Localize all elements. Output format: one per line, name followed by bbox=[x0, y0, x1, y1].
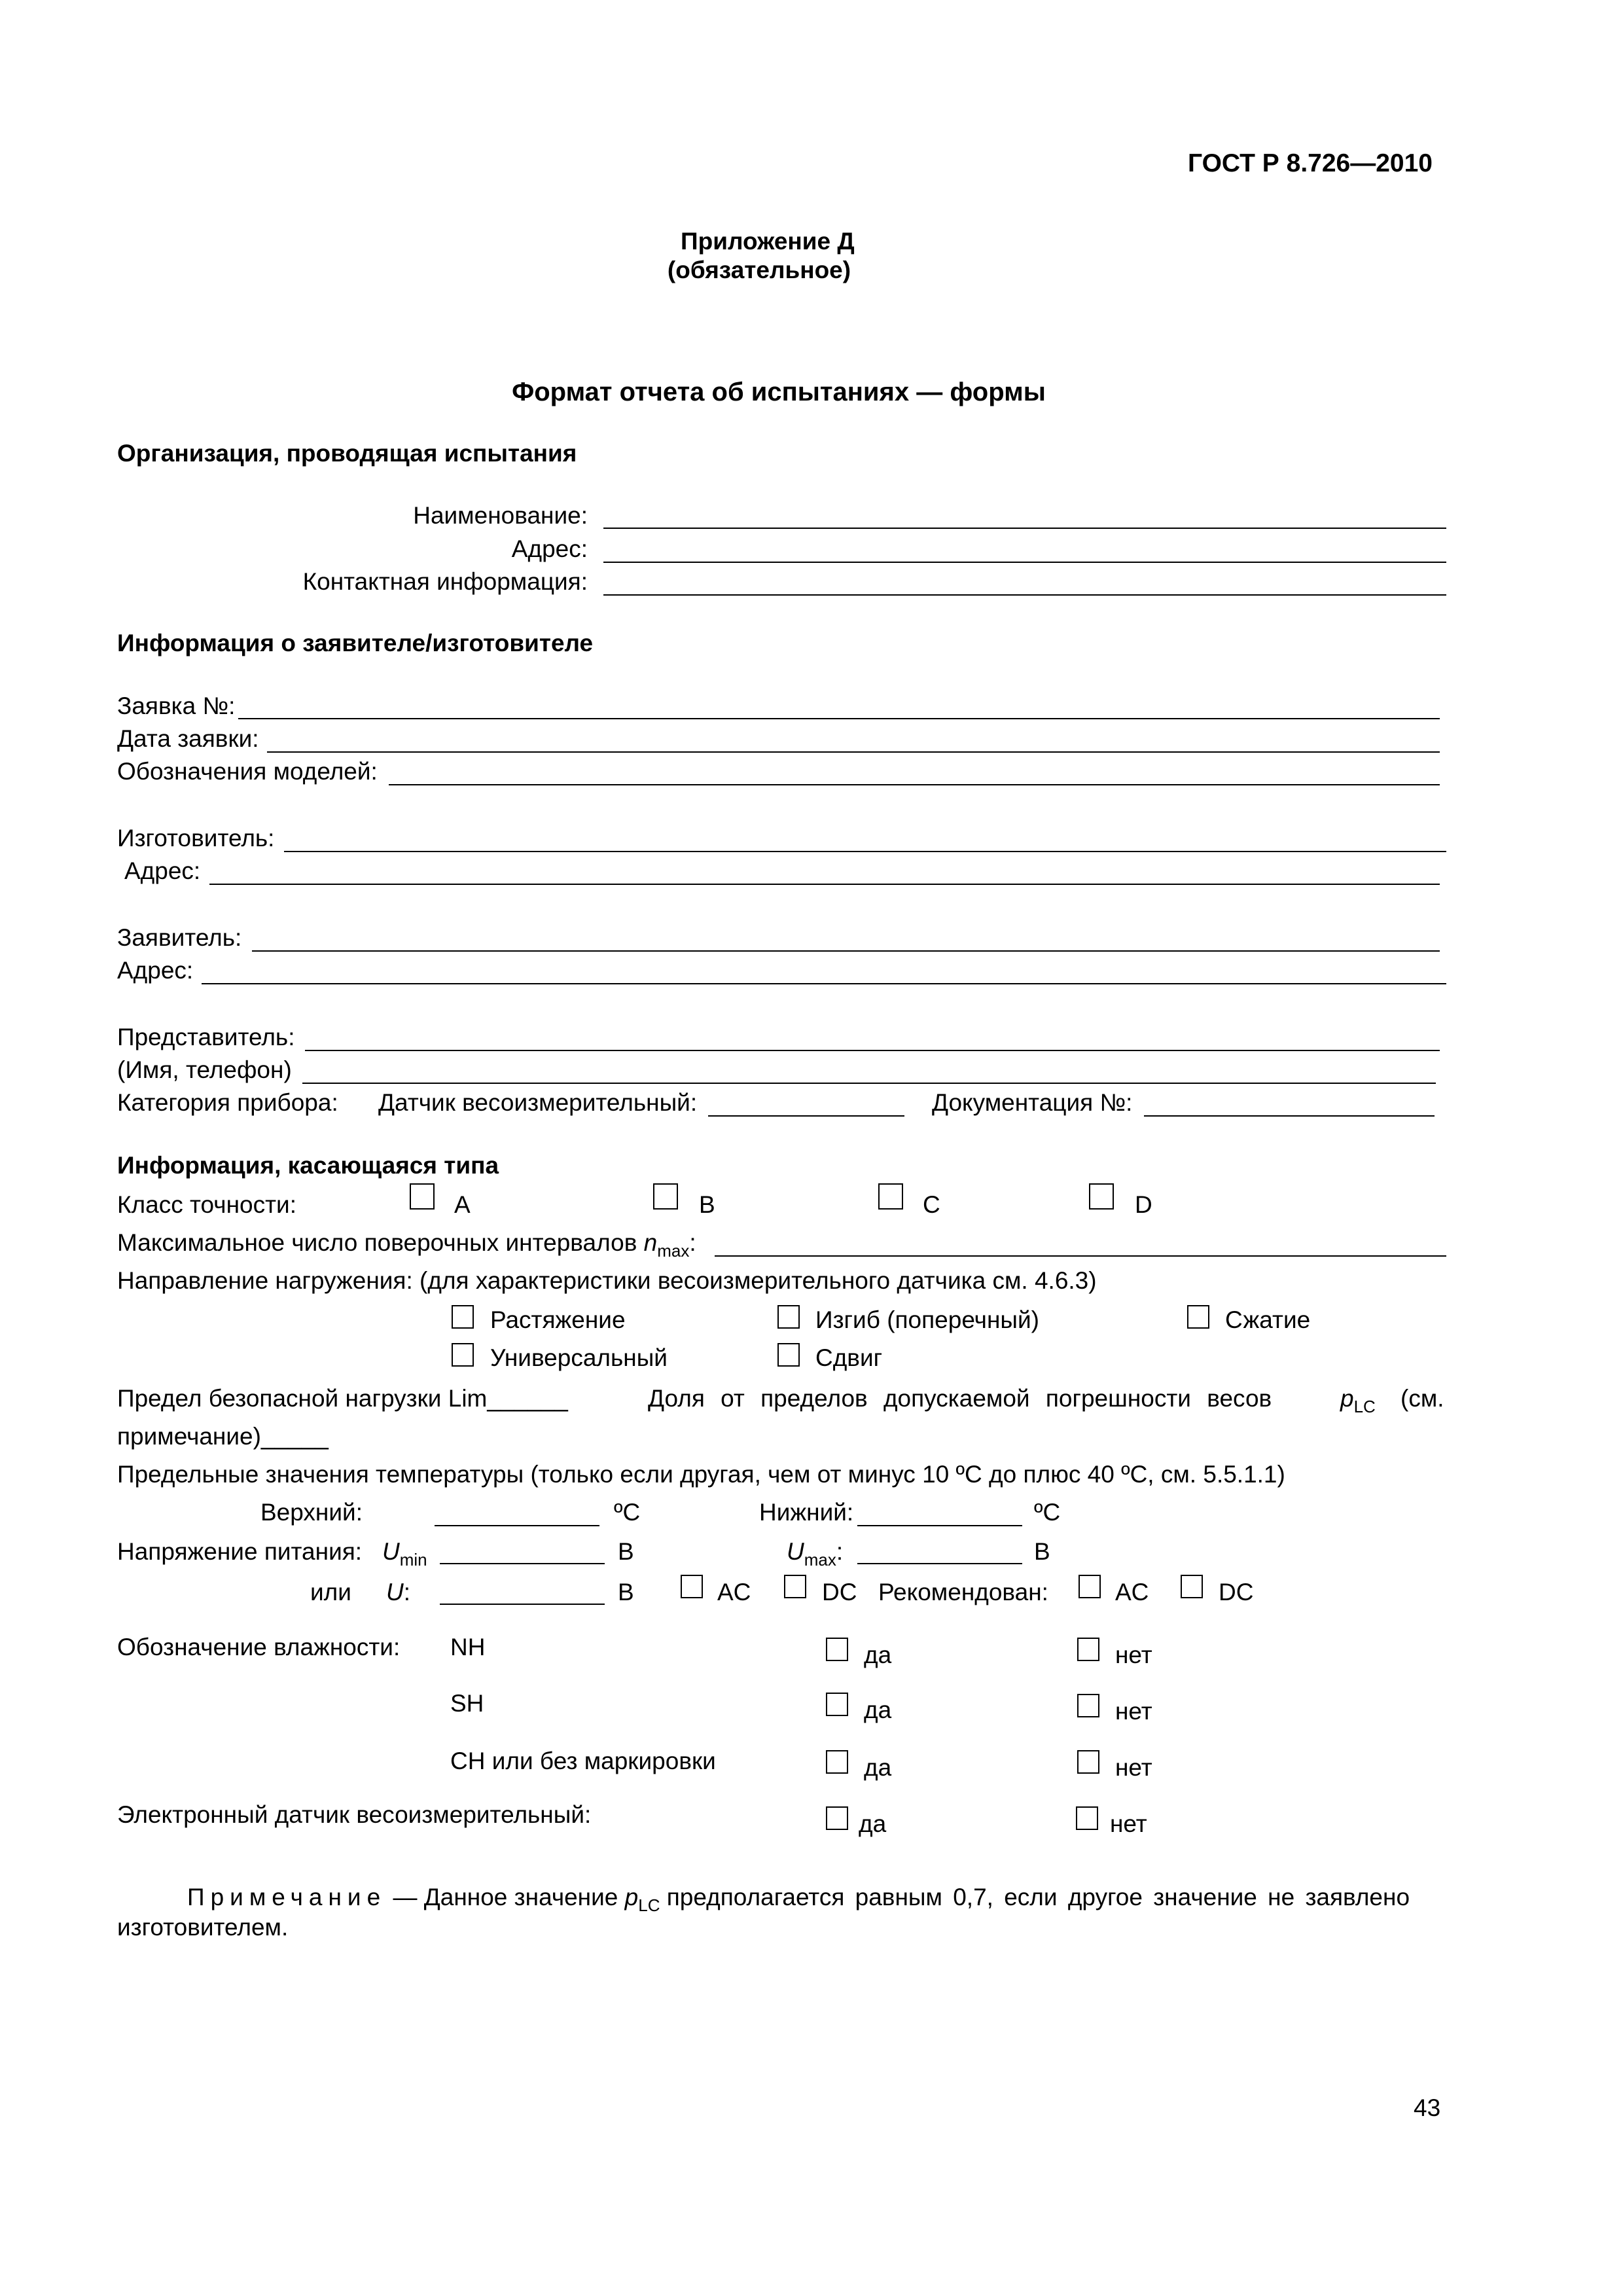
sensor-field[interactable] bbox=[708, 1115, 904, 1117]
lower-temp-field[interactable] bbox=[857, 1525, 1022, 1526]
safe-load-text-a: Предел безопасной нагрузки Lim______ bbox=[117, 1385, 568, 1412]
u-symbol bbox=[386, 1579, 410, 1606]
org-address-label: Адрес: bbox=[511, 535, 588, 562]
org-contact-field[interactable] bbox=[603, 594, 1446, 596]
humidity-sh: SH bbox=[450, 1690, 484, 1717]
u-max-letter: U bbox=[787, 1538, 804, 1565]
u-min-letter: U bbox=[382, 1538, 400, 1565]
safe-load-plc bbox=[1340, 1385, 1376, 1416]
u-min-symbol bbox=[382, 1538, 427, 1570]
upper-temp-unit: ºС bbox=[614, 1499, 641, 1526]
rec-ac-label: AC bbox=[1115, 1579, 1149, 1605]
request-no-label: Заявка №: bbox=[117, 692, 236, 719]
ch-yes-checkbox[interactable] bbox=[826, 1750, 848, 1774]
universal-checkbox[interactable] bbox=[452, 1343, 474, 1367]
doc-code: ГОСТ Р 8.726—2010 bbox=[1188, 149, 1433, 177]
sh-no-checkbox[interactable] bbox=[1077, 1694, 1099, 1717]
max-intervals-field[interactable] bbox=[715, 1255, 1446, 1257]
sensor-label: Датчик весоизмерительный: bbox=[378, 1089, 698, 1116]
class-d-label: D bbox=[1135, 1191, 1152, 1218]
nh-yes-checkbox[interactable] bbox=[826, 1638, 848, 1661]
ch-no-checkbox[interactable] bbox=[1077, 1750, 1099, 1774]
p-symbol: p bbox=[1340, 1385, 1354, 1412]
universal-label: Универсальный bbox=[490, 1344, 668, 1371]
applicant-field[interactable] bbox=[252, 950, 1440, 952]
sh-no-label: нет bbox=[1115, 1698, 1152, 1725]
recommended-label: Рекомендован: bbox=[878, 1579, 1048, 1605]
sh-yes-checkbox[interactable] bbox=[826, 1693, 848, 1716]
class-a-label: A bbox=[454, 1191, 471, 1218]
page-number: 43 bbox=[1414, 2094, 1441, 2121]
n-symbol: n bbox=[643, 1229, 658, 1256]
u-letter: U bbox=[386, 1579, 404, 1605]
note-line-2: изготовителем. bbox=[117, 1914, 289, 1941]
class-b-checkbox[interactable] bbox=[653, 1183, 678, 1210]
bending-label: Изгиб (поперечный) bbox=[815, 1306, 1039, 1333]
u-field[interactable] bbox=[440, 1604, 605, 1605]
lower-temp-label: Нижний: bbox=[759, 1499, 854, 1526]
lower-temp-unit: ºС bbox=[1034, 1499, 1061, 1526]
humidity-ch: CH или без маркировки bbox=[450, 1748, 716, 1774]
tension-label: Растяжение bbox=[490, 1306, 626, 1333]
manufacturer-address-label: Адрес: bbox=[124, 857, 201, 884]
upper-temp-label: Верхний: bbox=[260, 1499, 363, 1526]
type-info-heading: Информация, касающаяся типа bbox=[117, 1152, 499, 1179]
shear-label: Сдвиг bbox=[815, 1344, 883, 1371]
manufacturer-label: Изготовитель: bbox=[117, 825, 275, 852]
class-c-label: C bbox=[923, 1191, 940, 1218]
u-colon: : bbox=[403, 1579, 411, 1605]
u-max-unit: В bbox=[1034, 1538, 1050, 1565]
electronic-yes-label: да bbox=[859, 1810, 887, 1837]
note-text-a: — Данное значение bbox=[386, 1884, 618, 1910]
temp-limits-label: Предельные значения температуры (только если другая, чем от минус 10 ºС до плюс 40 ºС, см. 5.5.1.1) bbox=[117, 1461, 1285, 1488]
u-min-unit: В bbox=[618, 1538, 634, 1565]
org-heading: Организация, проводящая испытания bbox=[117, 440, 577, 467]
org-contact-label: Контактная информация: bbox=[302, 568, 588, 595]
safe-load-text-c: (см. bbox=[1400, 1385, 1444, 1412]
documentation-field[interactable] bbox=[1144, 1115, 1435, 1117]
ac-label: AC bbox=[717, 1579, 751, 1605]
dc-label: DC bbox=[822, 1579, 857, 1605]
max-intervals-label bbox=[117, 1229, 696, 1261]
u-min-subscript: min bbox=[399, 1550, 427, 1570]
humidity-label: Обозначение влажности: bbox=[117, 1634, 401, 1660]
note-text-b: предполагается равным 0,7, если другое значение не заявлено bbox=[666, 1884, 1410, 1910]
applicant-label: Заявитель: bbox=[117, 924, 242, 951]
applicant-heading: Информация о заявителе/изготовителе bbox=[117, 630, 594, 656]
org-name-label: Наименование: bbox=[413, 502, 588, 529]
compression-label: Сжатие bbox=[1225, 1306, 1311, 1333]
tension-checkbox[interactable] bbox=[452, 1305, 474, 1329]
representative-field[interactable] bbox=[305, 1050, 1440, 1051]
upper-temp-field[interactable] bbox=[435, 1525, 599, 1526]
ch-yes-label: да bbox=[864, 1754, 892, 1781]
nh-yes-label: да bbox=[864, 1641, 892, 1668]
rec-dc-label: DC bbox=[1219, 1579, 1254, 1605]
request-date-label: Дата заявки: bbox=[117, 725, 259, 752]
request-date-field[interactable] bbox=[267, 751, 1440, 753]
note-line-1 bbox=[187, 1884, 1446, 1915]
applicant-address-field[interactable] bbox=[202, 983, 1446, 984]
humidity-nh: NH bbox=[450, 1634, 486, 1660]
u-min-field[interactable] bbox=[440, 1563, 605, 1564]
or-label: или bbox=[310, 1579, 351, 1605]
ch-no-label: нет bbox=[1115, 1754, 1152, 1781]
electronic-no-label: нет bbox=[1110, 1810, 1147, 1837]
bending-checkbox[interactable] bbox=[777, 1305, 800, 1329]
rec-ac-checkbox[interactable] bbox=[1079, 1575, 1101, 1598]
nh-no-checkbox[interactable] bbox=[1077, 1638, 1099, 1661]
u-max-colon: : bbox=[836, 1538, 844, 1565]
electronic-no-checkbox[interactable] bbox=[1076, 1806, 1098, 1830]
category-label: Категория прибора: bbox=[117, 1089, 338, 1116]
u-max-symbol bbox=[787, 1538, 844, 1570]
class-d-checkbox[interactable] bbox=[1089, 1183, 1114, 1210]
note-p-subscript: LC bbox=[638, 1895, 660, 1915]
electronic-sensor-label: Электронный датчик весоизмерительный: bbox=[117, 1801, 592, 1828]
models-field[interactable] bbox=[389, 784, 1440, 785]
org-name-field[interactable] bbox=[603, 528, 1446, 529]
nh-no-label: нет bbox=[1115, 1641, 1152, 1668]
appendix-title: Приложение Д bbox=[681, 228, 855, 255]
safe-load-text-b: Доля от пределов допускаемой погрешности весов bbox=[648, 1385, 1272, 1412]
electronic-yes-checkbox[interactable] bbox=[826, 1806, 848, 1830]
manufacturer-field[interactable] bbox=[284, 851, 1446, 852]
p-subscript: LC bbox=[1353, 1397, 1376, 1416]
rec-dc-checkbox[interactable] bbox=[1181, 1575, 1203, 1598]
class-c-checkbox[interactable] bbox=[878, 1183, 903, 1210]
applicant-address-label: Адрес: bbox=[117, 957, 194, 984]
ac-checkbox[interactable] bbox=[681, 1575, 703, 1598]
n-subscript: max bbox=[657, 1241, 690, 1261]
n-colon: : bbox=[689, 1229, 696, 1256]
note-p-symbol: p bbox=[624, 1884, 639, 1910]
max-intervals-text: Максимальное число поверочных интервалов bbox=[117, 1229, 644, 1256]
class-a-checkbox[interactable] bbox=[410, 1183, 435, 1210]
dc-checkbox[interactable] bbox=[784, 1575, 806, 1598]
supply-voltage-label: Напряжение питания: bbox=[117, 1538, 363, 1565]
u-unit: В bbox=[618, 1579, 634, 1605]
name-phone-field[interactable] bbox=[302, 1083, 1436, 1084]
class-b-label: B bbox=[699, 1191, 715, 1218]
documentation-label: Документация №: bbox=[932, 1089, 1133, 1116]
org-address-field[interactable] bbox=[603, 562, 1446, 563]
manufacturer-address-field[interactable] bbox=[209, 884, 1440, 885]
note-label: Примечание bbox=[187, 1884, 387, 1910]
models-label: Обозначения моделей: bbox=[117, 758, 378, 785]
sh-yes-label: да bbox=[864, 1696, 892, 1723]
compression-checkbox[interactable] bbox=[1187, 1305, 1209, 1329]
request-no-field[interactable] bbox=[238, 718, 1440, 719]
main-title: Формат отчета об испытаниях — формы bbox=[512, 378, 1046, 406]
shear-checkbox[interactable] bbox=[777, 1343, 800, 1367]
load-direction-label: Направление нагружения: (для характеристики весоизмерительного датчика см. 4.6.3) bbox=[117, 1267, 1097, 1294]
representative-label: Представитель: bbox=[117, 1024, 295, 1050]
u-max-field[interactable] bbox=[857, 1563, 1022, 1564]
u-max-subscript: max bbox=[804, 1550, 836, 1570]
safe-load-text-d: примечание)_____ bbox=[117, 1423, 329, 1450]
appendix-status: (обязательное) bbox=[667, 257, 851, 283]
name-phone-label: (Имя, телефон) bbox=[117, 1056, 292, 1083]
accuracy-label: Класс точности: bbox=[117, 1191, 296, 1218]
